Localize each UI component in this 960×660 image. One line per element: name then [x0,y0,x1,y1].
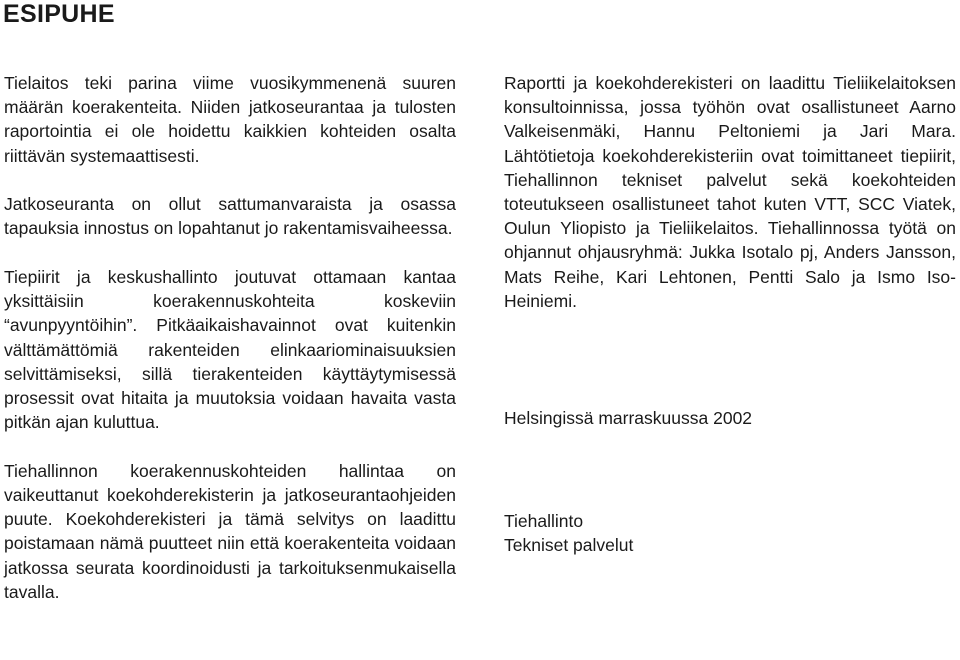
paragraph-intro: Tielaitos teki parina viime vuosikymmenenä suuren määrän koerakenteita. Niiden jatkoseurantaa ja tulosten raportointia ei ole hoidettu kaikkien kohteiden osalta riittävän systemaattisesti. [4,73,456,166]
left-column [4,71,456,604]
paragraph-authors: Raportti ja koekohderekisteri on laadittu Tieliikelaitoksen konsultoinnissa, jossa työhön ovat osallistuneet Aarno Valkeisenmäki, Hannu Peltoniemi ja Jari Mara. Lähtötietoja koekohderekisteriin ovat toimittaneet tiepiirit, Tiehallinnon tekniset palvelut sekä koekohteiden toteutukseen osallistuneet tahot kuten VTT, SCC Viatek, Oulun Yliopisto ja Tieliikelaitos. Tiehallinnossa työtä on ohjannut ohjausryhmä: Jukka Isotalo pj, Anders Jansson, Mats Reihe, Kari Lehtonen, Pentti Salo ja Ismo Iso-Heiniemi. [504,73,956,311]
page-title: ESIPUHE [3,0,115,28]
signature-organization: Tiehallinto [504,511,584,531]
paragraph-follow-up: Jatkoseuranta on ollut sattumanvaraista ja osassa tapauksia innostus on lopahtanut jo rakentamisvaiheessa. [4,194,456,239]
paragraph-register: Tiehallinnon koerakennuskohteiden hallintaa on vaikeuttanut koekohderekisterin ja jatkoseurantaohjeiden puute. Koekohderekisteri ja tämä selvitys on laadittu poistamaan nämä puutteet niin että koerakenteita voidaan jatkossa seurata koordinoidusti ja tarkoituksenmukaisella tavalla. [4,460,456,602]
paragraph-districts: Tiepiirit ja keskushallinto joutuvat ottamaan kantaa yksittäisiin koerakennuskohteita koskeviin “avunpyyntöihin”. Pitkäaikaishavainnot ovat kuitenkin välttämättömiä rakenteiden elinkaariominaisuuksien selvittämiseksi, sillä tierakenteiden käyttäytymisessä prosessit ovat hitaita ja muutoksia voidaan havaita vasta pitkän ajan kuluttua. [4,267,456,433]
signature-block [504,509,633,557]
signature-department: Tekniset palvelut [504,535,634,556]
place-date: Helsingissä marraskuussa 2002 [504,408,753,428]
